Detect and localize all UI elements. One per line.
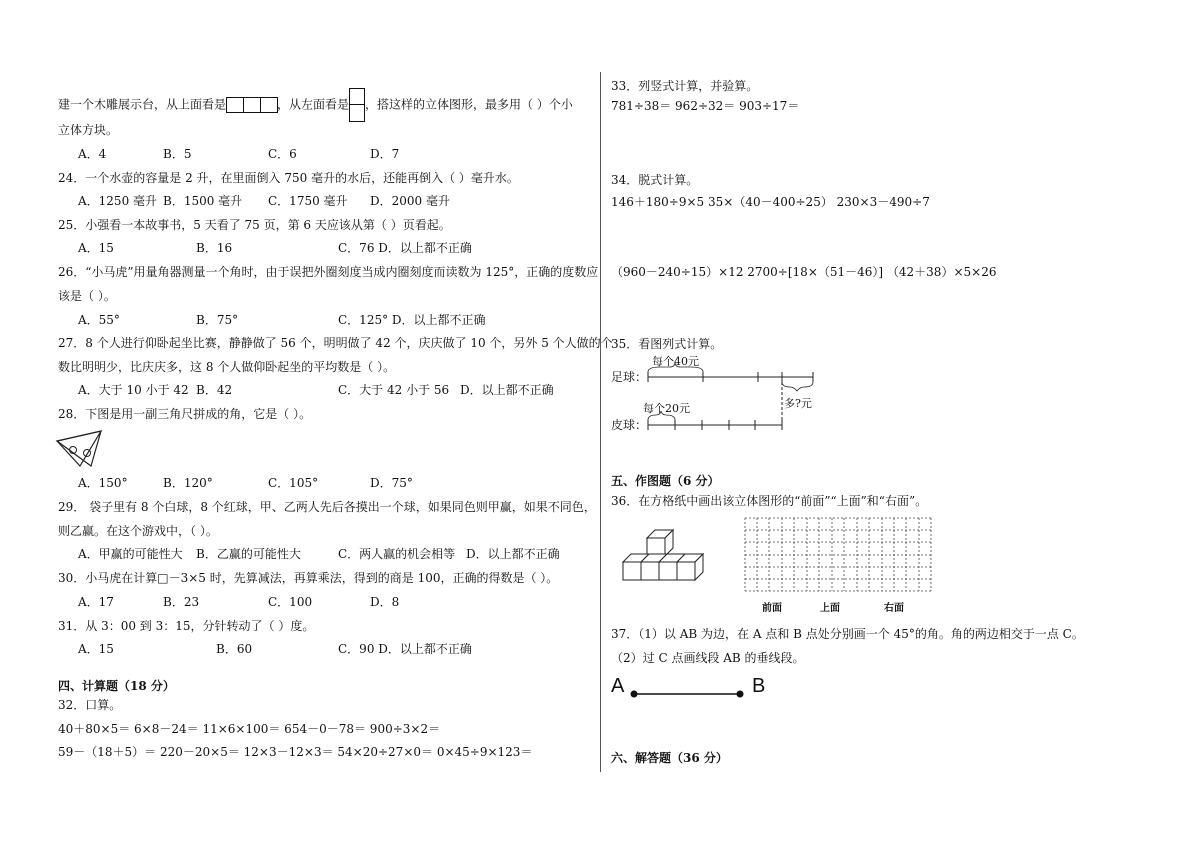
q27-option-c: C．大于 42 小于 56	[338, 383, 450, 397]
q30-option-c: C．100	[268, 595, 313, 609]
q35-text: 35．看图列式计算。	[611, 337, 723, 351]
q30-option-b: B．23	[163, 595, 200, 609]
q26-option-b: B．75°	[196, 313, 239, 327]
left-view-figure	[349, 88, 365, 122]
q23-option-c: C．6	[268, 147, 297, 161]
q37-part1: 37．（1）以 AB 为边，在 A 点和 B 点处分别画一个 45°的角。角的两边相交于一点 C。	[611, 627, 1084, 641]
q27-text: 27．8 个人进行仰卧起坐比赛，静静做了 56 个，明明做了 42 个，庆庆做了 10 个，另外 5 个人做的个	[58, 336, 613, 350]
q26-option-cd: C．125° D．以上都不正确	[338, 313, 486, 327]
q29-line2: 则乙赢。在这个游戏中，（ ）。	[58, 524, 218, 538]
q25-text: 25．小强看一本故事书，5 天看了 75 页，第 6 天应该从第（ ）页看起。	[58, 218, 451, 232]
section-6-heading: 六、解答题（36 分）	[611, 751, 728, 765]
q37-part2: （2）过 C 点画线段 AB 的垂线段。	[611, 651, 805, 665]
q31-option-cd: C．90 D．以上都不正确	[338, 642, 472, 656]
grid-label-top: 上面	[820, 603, 840, 614]
q24-option-d: D．2000 毫升	[370, 194, 450, 208]
q29-option-b: B．乙赢的可能性大	[196, 547, 301, 561]
line-segment-diagram	[640, 360, 830, 435]
ball-price-note: 每个20元	[643, 402, 690, 415]
grid-label-right: 右面	[884, 603, 904, 614]
q29-option-d: D．以上都不正确	[466, 547, 560, 561]
q27-option-b: B．42	[196, 383, 233, 397]
section-4-heading: 四、计算题（18 分）	[58, 679, 175, 693]
grid-label-front: 前面	[762, 603, 782, 614]
q32-row1: 40＋80×5＝ 6×8－24＝ 11×6×100＝ 654－0－78＝ 900÷3×2＝	[58, 722, 441, 736]
q31-option-b: B．60	[216, 642, 253, 656]
q34-row2: （960－240÷15）×12 2700÷[18×（51－46）] （42＋38）×5×26	[611, 265, 997, 279]
q23-part1: 建一个木雕展示台，从上面看是	[58, 97, 227, 112]
q24-option-c: C．1750 毫升	[268, 194, 348, 208]
q32-text: 32．口算。	[58, 698, 122, 712]
q25-option-cd: C．76 D．以上都不正确	[338, 241, 472, 255]
q33-items: 781÷38＝ 962÷32＝ 903÷17＝	[611, 99, 800, 113]
q30-option-a: A．17	[78, 595, 114, 609]
q34-row1: 146＋180÷9×5 35×（40－400÷25） 230×3－490÷7	[611, 195, 930, 209]
q33-text: 33．列竖式计算，并验算。	[611, 79, 759, 93]
q29-text: 29． 袋子里有 8 个白球，8 个红球，甲、乙两人先后各摸出一个球，如果同色则甲赢，如果不同色，	[58, 500, 596, 514]
section-5-heading: 五、作图题（6 分）	[611, 474, 720, 488]
q25-option-a: A．15	[78, 241, 114, 255]
q23-line2: 立体方块。	[58, 123, 119, 137]
point-b-label: B	[752, 675, 766, 697]
q24-option-b: B．1500 毫升	[163, 194, 243, 208]
q23-option-a: A．4	[78, 147, 107, 161]
q29-option-c: C．两人赢的机会相等	[338, 547, 456, 561]
q23-part2: ，从左面看是	[277, 97, 350, 112]
q28-option-b: B．120°	[163, 476, 213, 490]
q23-option-d: D．7	[370, 147, 400, 161]
q30-text: 30．小马虎在计算□－3×5 时，先算减法，再算乘法，得到的商是 100，正确的得数是（ ）。	[58, 571, 559, 585]
football-price-note: 每个40元	[652, 355, 699, 368]
q28-text: 28．下图是用一副三角尺拼成的角，它是（ ）。	[58, 407, 312, 421]
q28-option-c: C．105°	[268, 476, 319, 490]
top-view-figure	[226, 98, 277, 112]
q28-option-a: A．150°	[78, 476, 128, 490]
cube-stack-figure	[615, 524, 715, 584]
grid-paper	[745, 518, 931, 592]
q29-option-a: A．甲赢的可能性大	[78, 547, 183, 561]
difference-note: 多?元	[784, 397, 812, 410]
q31-option-a: A．15	[78, 642, 114, 656]
q27-line2: 数比明明少，比庆庆多，这 8 个人做仰卧起坐的平均数是（ ）。	[58, 360, 396, 374]
q26-option-a: A．55°	[78, 313, 120, 327]
q24-text: 24．一个水壶的容量是 2 升，在里面倒入 750 毫升的水后，还能再倒入（ ）毫升水。	[58, 171, 519, 185]
triangle-rulers-figure	[55, 428, 107, 470]
q28-option-d: D．75°	[370, 476, 413, 490]
segment-ab	[628, 687, 748, 701]
q34-text: 34．脱式计算。	[611, 173, 699, 187]
q25-option-b: B．16	[196, 241, 233, 255]
q26-text: 26．“小马虎”用量角器测量一个角时，由于误把外圈刻度当成内圈刻度而读数为 125°，正确的度数应	[58, 265, 599, 279]
column-divider	[600, 72, 601, 772]
q30-option-d: D．8	[370, 595, 400, 609]
q26-line2: 该是（ ）。	[58, 289, 116, 303]
q23-part3: ，搭这样的立体图形，最多用（ ）个小	[365, 97, 573, 112]
q23-option-b: B．5	[163, 147, 192, 161]
q32-row2: 59－（18＋5）＝ 220－20×5＝ 12×3－12×3＝ 54×20÷27×0＝ 0×45÷9×123＝	[58, 745, 533, 759]
q23-text	[58, 88, 573, 122]
football-label: 足球：	[611, 370, 648, 384]
q36-text: 36．在方格纸中画出该立体图形的“前面”“上面”和“右面”。	[611, 494, 928, 508]
q27-option-d: D．以上都不正确	[460, 383, 554, 397]
q24-option-a: A．1250 毫升	[78, 194, 158, 208]
ball-label: 皮球：	[611, 418, 648, 432]
q31-text: 31．从 3：00 到 3：15，分针转动了（ ）度。	[58, 619, 315, 633]
point-a-label: A	[611, 675, 625, 697]
q27-option-a: A．大于 10 小于 42	[78, 383, 189, 397]
